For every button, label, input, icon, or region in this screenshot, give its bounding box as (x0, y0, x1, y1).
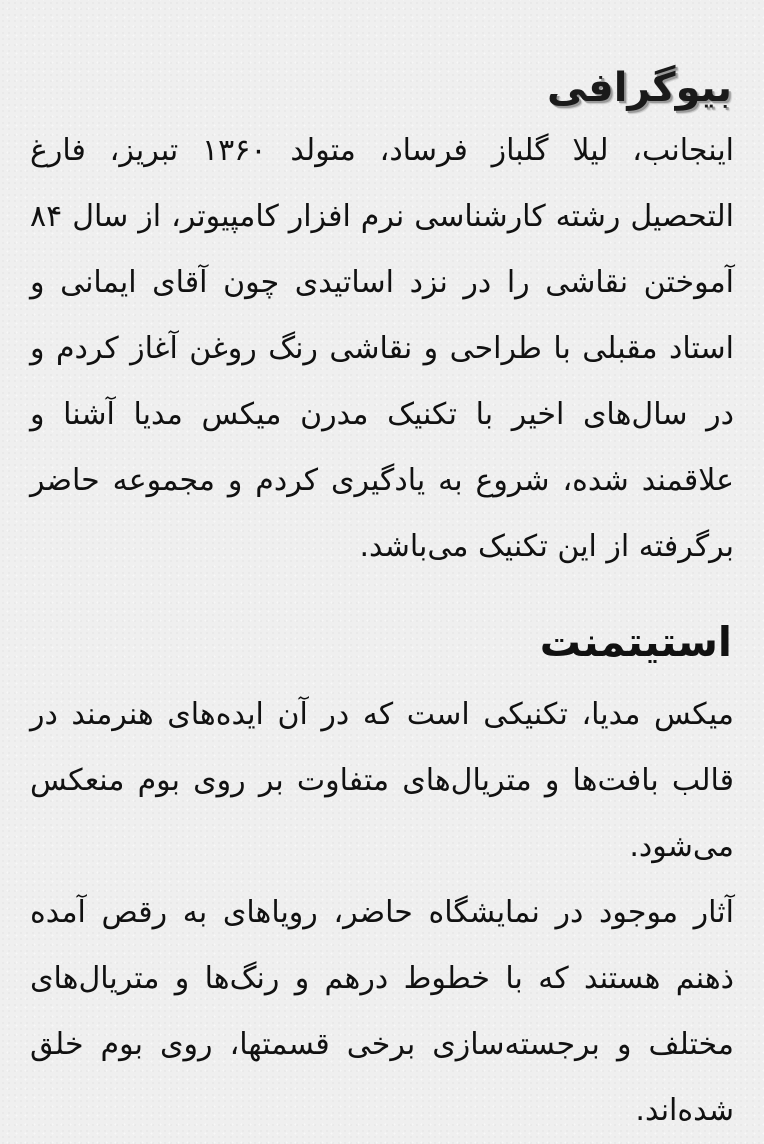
biography-section (30, 58, 734, 580)
statement-body (30, 682, 734, 1144)
biography-heading: بیوگرافی (547, 65, 732, 111)
statement-paragraph-1: میکس مدیا، تکنیکی است که در آن ایده‌های هنرمند در قالب بافت‌ها و متریال‌های متفاوت بر روی بوم منعکس می‌شود. (30, 697, 734, 864)
statement-section (30, 612, 734, 1144)
statement-heading: استیتمنت (539, 618, 732, 666)
statement-paragraph-2: آثار موجود در نمایشگاه حاضر، رویاهای به رقص آمده ذهنم هستند که با خطوط درهم و رنگ‌ها و متریال‌های مختلف و برجسته‌سازی برخی قسمتها، روی بوم خلق شده‌اند. (30, 895, 734, 1128)
biography-paragraph: اینجانب، لیلا گلباز فرساد، متولد ۱۳۶۰ تبریز، فارغ التحصیل رشته کارشناسی نرم افزار کامپیوتر، از سال ۸۴ آموختن نقاشی را در نزد اساتیدی چون آقای ایمانی و استاد مقبلی با طراحی و نقاشی رنگ روغن آغاز کردم و در سال‌های اخیر با تکنیک مدرن میکس مدیا آشنا و علاقمند شده، شروع به یادگیری کردم و مجموعه حاضر برگرفته از این تکنیک می‌باشد. (30, 133, 735, 564)
